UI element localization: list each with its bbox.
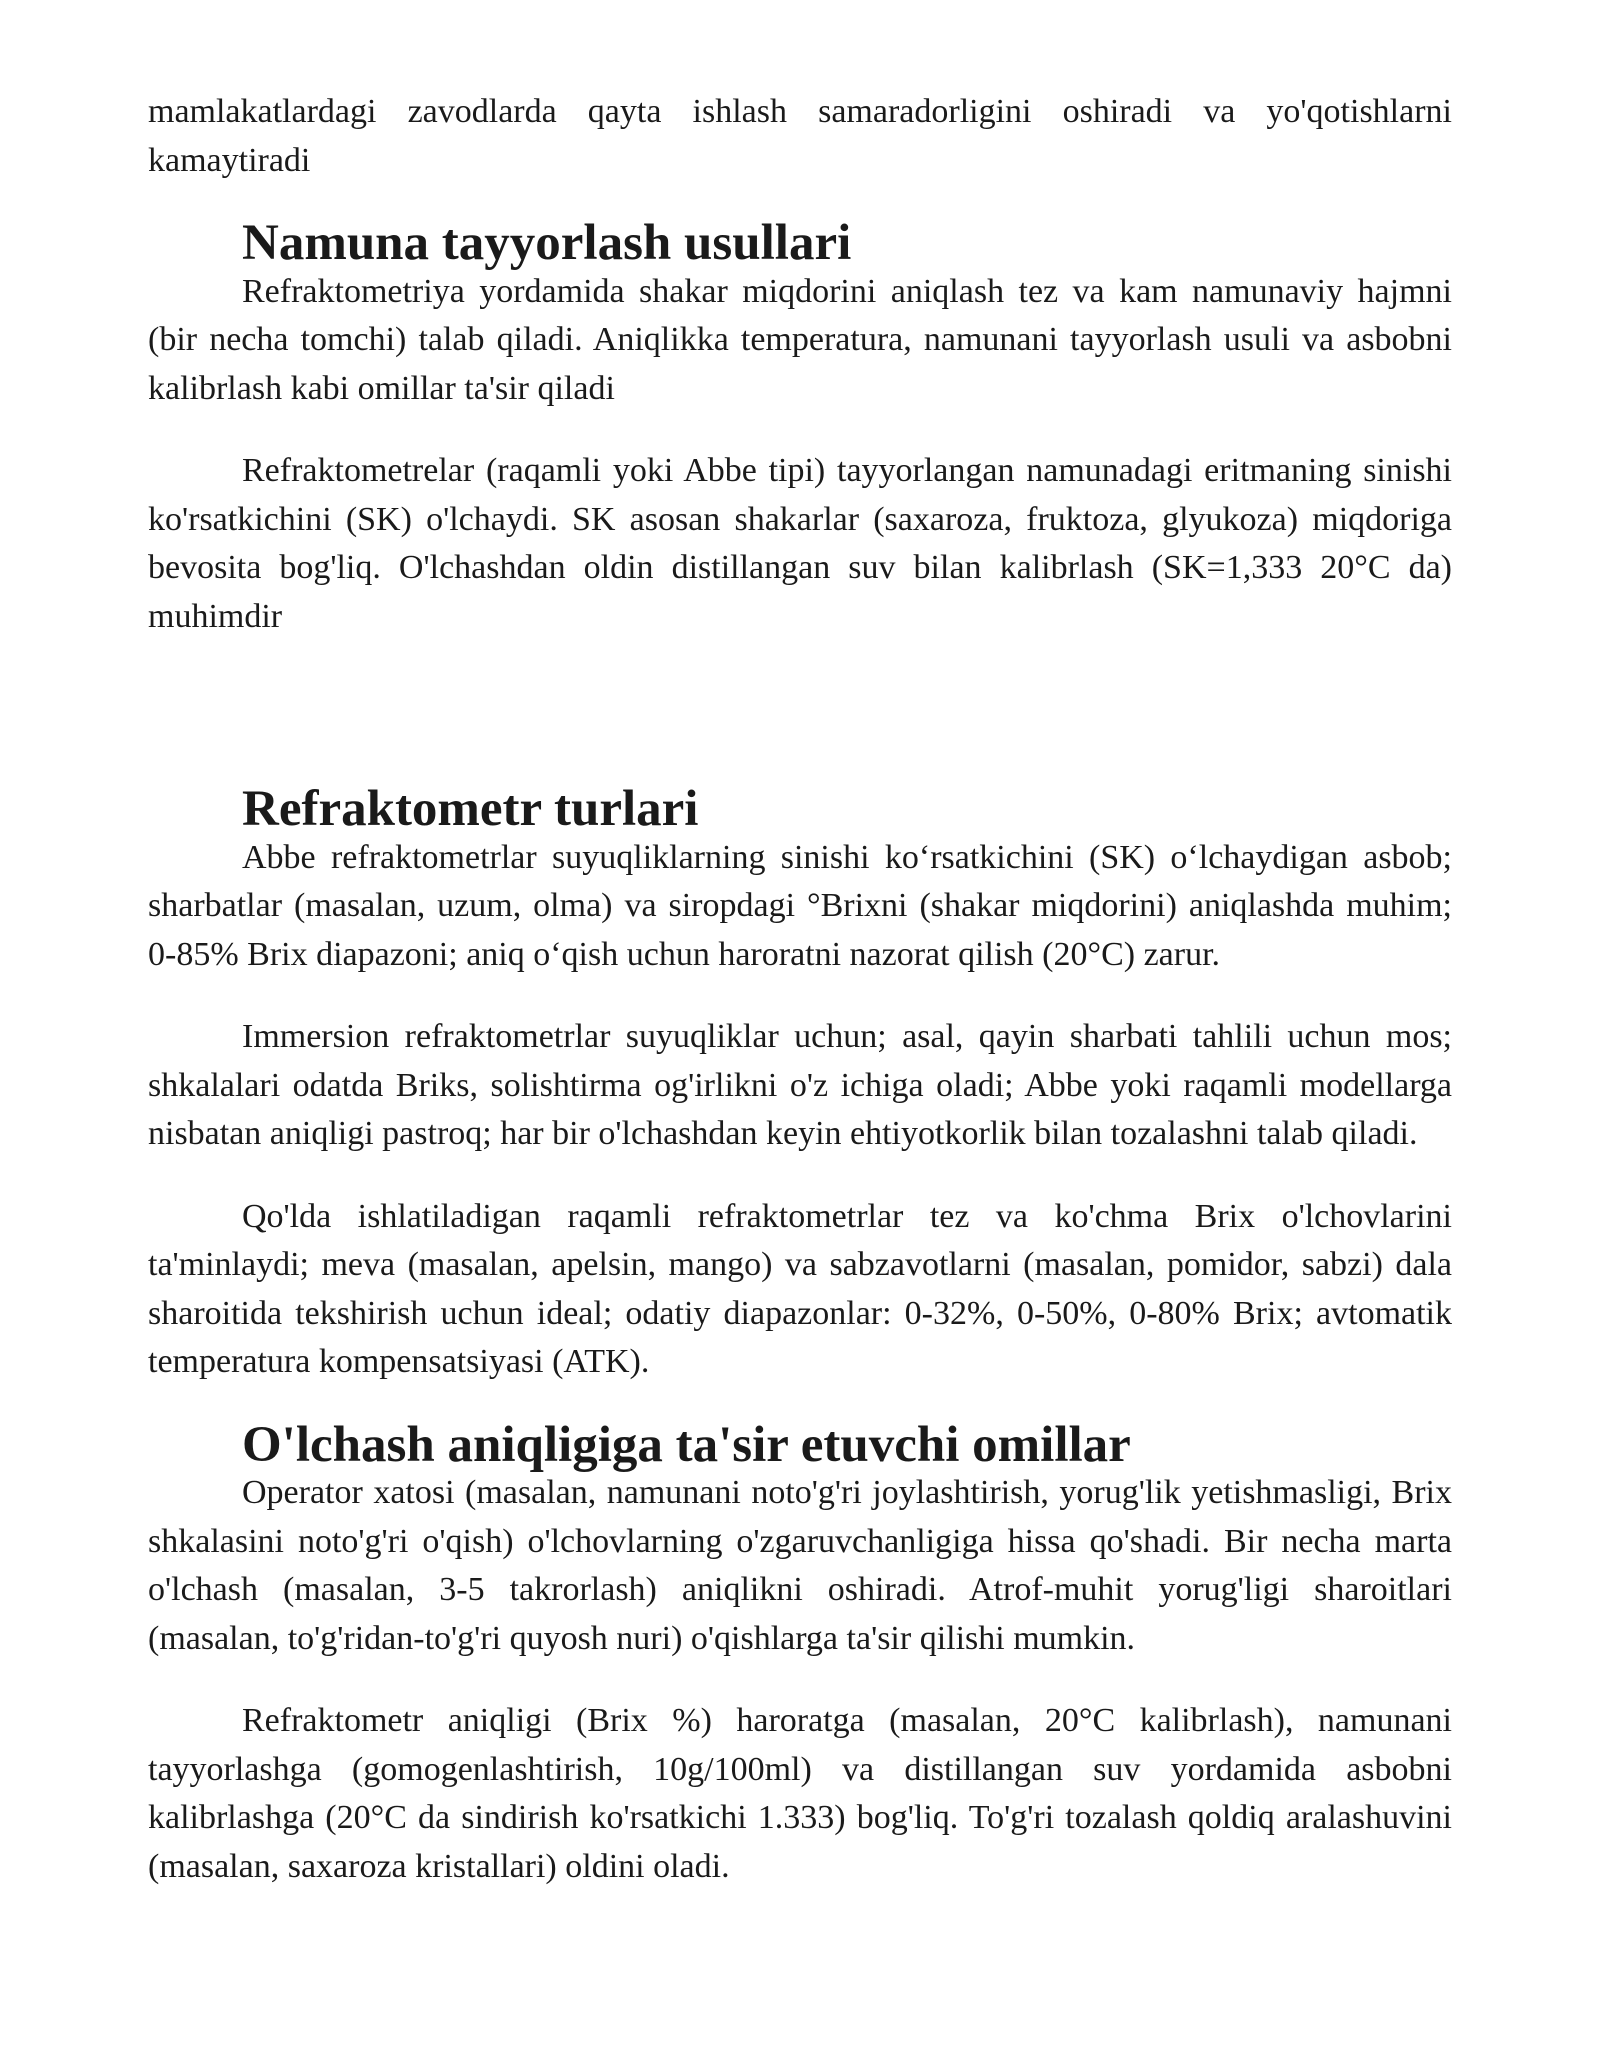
paragraph: Operator xatosi (masalan, namunani noto'g'ri joylashtirish, yorug'lik yetishmasligi, Brix shkalasini noto'g'ri o'qish) o'lchovlarning o'zgaruvchanligiga hissa qo'shadi. Bir necha marta o'lchash (masalan, 3-5 takrorlash) aniqlikni oshiradi. Atrof-muhit yorug'ligi sharoitlari (masalan, to'g'ridan-to'g'ri quyosh nuri) o'qishlarga ta'sir qilishi mumkin.	[148, 1474, 1452, 1657]
intro-paragraph: mamlakatlardagi zavodlarda qayta ishlash samaradorligini oshiradi va yo'qotishlarni kamaytiradi	[148, 93, 1452, 179]
spacer	[148, 1387, 1452, 1421]
spacer	[148, 185, 1452, 219]
section-heading-refractometer-types: Refraktometr turlari	[242, 781, 699, 837]
spacer	[148, 1159, 1452, 1193]
spacer	[148, 1663, 1452, 1697]
paragraph: Immersion refraktometrlar suyuqliklar uchun; asal, qayin sharbati tahlili uchun mos; shkalalari odatda Briks, solishtirma og'irlikni o'z ichiga oladi; Abbe yoki raqamli modellarga nisbatan aniqligi pastroq; har bir o'lchashdan keyin ehtiyotkorlik bilan tozalashni talab qiladi.	[148, 1018, 1452, 1152]
spacer	[148, 413, 1452, 447]
paragraph: Refraktometrelar (raqamli yoki Abbe tipi) tayyorlangan namunadagi eritmaning sinishi ko'rsatkichini (SK) o'lchaydi. SK asosan shakarlar (saxaroza, fruktoza, glyukoza) miqdoriga bevosita bog'liq. O'lchashdan oldin distillangan suv bilan kalibrlash (SK=1,333 20°C da) muhimdir	[148, 452, 1452, 635]
paragraph: Refraktometriya yordamida shakar miqdorini aniqlash tez va kam namunaviy hajmni (bir necha tomchi) talab qiladi. Aniqlikka temperatura, namunani tayyorlash usuli va asbobni kalibrlash kabi omillar ta'sir qiladi	[148, 272, 1452, 407]
spacer	[148, 641, 1452, 785]
paragraph: Refraktometr aniqligi (Brix %) haroratga (masalan, 20°C kalibrlash), namunani tayyorlashga (gomogenlashtirish, 10g/100ml) va distillangan suv yordamida asbobni kalibrlashga (20°C da sindirish ko'rsatkichi 1.333) bog'liq. To'g'ri tozalash qoldiq aralashuvini (masalan, saxaroza kristallari) oldini oladi.	[148, 1702, 1452, 1885]
document-page	[148, 88, 1452, 1891]
section-heading-accuracy-factors: O'lchash aniqligiga ta'sir etuvchi omillar	[242, 1416, 1131, 1473]
paragraph: Abbe refraktometrlar suyuqliklarning sinishi ko‘rsatkichini (SK) o‘lchaydigan asbob; sharbatlar (masalan, uzum, olma) va siropdagi °Brixni (shakar miqdorini) aniqlashda muhim; 0-85% Brix diapazoni; aniq o‘qish uchun haroratni nazorat qilish (20°C) zarur.	[148, 838, 1452, 973]
paragraph: Qo'lda ishlatiladigan raqamli refraktometrlar tez va ko'chma Brix o'lchovlarini ta'minlaydi; meva (masalan, apelsin, mango) va sabzavotlarni (masalan, pomidor, sabzi) dala sharoitida tekshirish uchun ideal; odatiy diapazonlar: 0-32%, 0-50%, 0-80% Brix; avtomatik temperatura kompensatsiyasi (ATK).	[148, 1197, 1452, 1380]
spacer	[148, 979, 1452, 1013]
section-heading-sample-preparation: Namuna tayyorlash usullari	[242, 215, 852, 271]
